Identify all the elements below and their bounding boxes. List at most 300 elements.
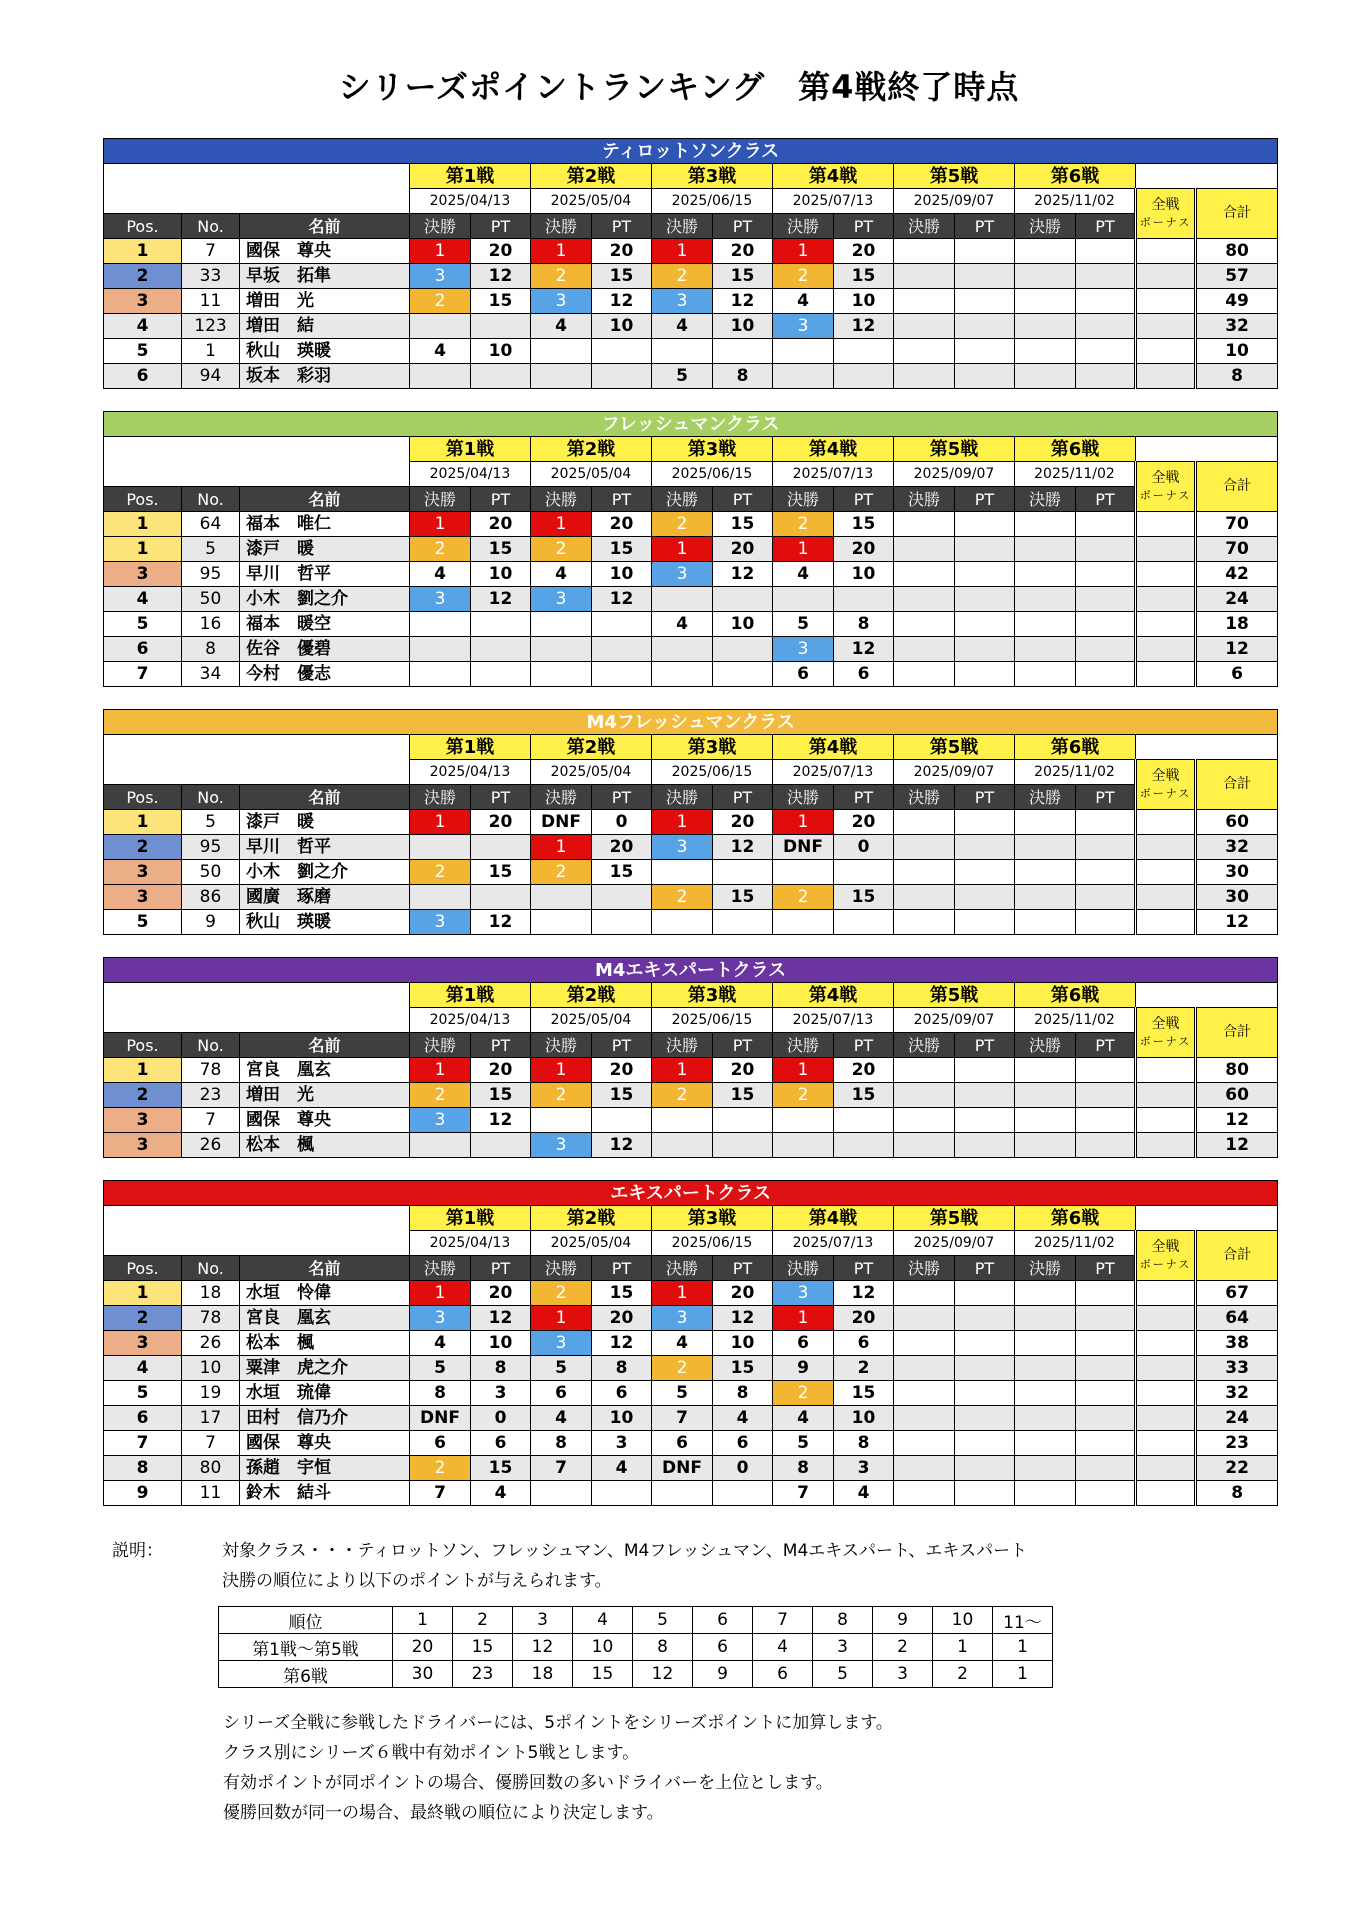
points-cell <box>1076 910 1136 935</box>
name-header: 名前 <box>240 214 410 239</box>
position-cell: 3 <box>104 1133 182 1158</box>
bonus-cell <box>1136 1058 1196 1083</box>
header-blank <box>1136 164 1278 189</box>
final-position-cell: DNF <box>652 1456 713 1481</box>
header-blank <box>104 735 410 785</box>
round-date: 2025/09/07 <box>894 462 1015 487</box>
final-position-cell <box>1015 587 1076 612</box>
points-cell <box>1076 1381 1136 1406</box>
bonus-cell <box>1136 885 1196 910</box>
final-position-cell <box>531 339 592 364</box>
points-cell: 20 <box>592 512 652 537</box>
car-number-cell: 11 <box>182 289 240 314</box>
driver-name-cell: 福本 唯仁 <box>240 512 410 537</box>
points-cell: 15 <box>713 264 773 289</box>
points-cell: 20 <box>834 810 894 835</box>
points-cell: 15 <box>471 1083 531 1108</box>
points-cell: 20 <box>713 1281 773 1306</box>
final-position-cell <box>1015 810 1076 835</box>
driver-name-cell: 増田 光 <box>240 289 410 314</box>
points-cell: 15 <box>834 512 894 537</box>
car-number-cell: 33 <box>182 264 240 289</box>
final-position-cell: 4 <box>531 314 592 339</box>
points-value: 12 <box>633 1661 693 1688</box>
points-cell <box>955 1108 1015 1133</box>
round-label: 第6戦 <box>1015 735 1136 760</box>
final-position-cell: 3 <box>652 289 713 314</box>
final-header: 決勝 <box>894 785 955 810</box>
final-position-cell: 1 <box>652 810 713 835</box>
round-date: 2025/11/02 <box>1015 760 1136 785</box>
points-cell: 10 <box>713 1331 773 1356</box>
pt-header: PT <box>713 785 773 810</box>
points-cell: 10 <box>834 562 894 587</box>
points-cell <box>834 1108 894 1133</box>
points-cell <box>592 885 652 910</box>
round-date: 2025/06/15 <box>652 1008 773 1033</box>
points-cell <box>471 637 531 662</box>
position-cell: 7 <box>104 1431 182 1456</box>
final-header: 決勝 <box>773 1256 834 1281</box>
final-position-cell: 1 <box>531 1306 592 1331</box>
points-cell: 12 <box>471 1108 531 1133</box>
final-position-cell <box>410 885 471 910</box>
points-cell: 6 <box>471 1431 531 1456</box>
position-cell: 2 <box>104 1083 182 1108</box>
no-header: No. <box>182 785 240 810</box>
car-number-cell: 5 <box>182 537 240 562</box>
points-cell <box>1076 810 1136 835</box>
final-position-cell <box>1015 885 1076 910</box>
final-position-cell: DNF <box>531 810 592 835</box>
final-position-cell <box>894 1431 955 1456</box>
pos-header: Pos. <box>104 785 182 810</box>
points-cell: 12 <box>592 1133 652 1158</box>
points-cell: 3 <box>471 1381 531 1406</box>
final-header: 決勝 <box>894 1256 955 1281</box>
points-cell: 4 <box>834 1481 894 1506</box>
round-label: 第4戦 <box>773 164 894 189</box>
table-row <box>104 512 1278 537</box>
table-row <box>104 1108 1278 1133</box>
points-cell <box>592 1481 652 1506</box>
driver-name-cell: 早坂 拓隼 <box>240 264 410 289</box>
final-position-cell: 3 <box>531 1133 592 1158</box>
header-blank <box>1136 437 1278 462</box>
points-cell <box>1076 1058 1136 1083</box>
total-cell: 12 <box>1196 910 1278 935</box>
car-number-cell: 78 <box>182 1058 240 1083</box>
table-row <box>104 1456 1278 1481</box>
pt-header: PT <box>713 487 773 512</box>
final-position-cell: 3 <box>773 637 834 662</box>
header-blank <box>104 437 410 487</box>
round-date: 2025/11/02 <box>1015 1231 1136 1256</box>
points-cell: 3 <box>592 1431 652 1456</box>
points-cell: 20 <box>592 1058 652 1083</box>
points-cell: 6 <box>834 1331 894 1356</box>
bonus-header-bottom: ボーナス <box>1139 786 1192 800</box>
points-cell <box>955 1058 1015 1083</box>
position-cell: 1 <box>104 512 182 537</box>
final-position-cell <box>894 587 955 612</box>
total-cell: 30 <box>1196 885 1278 910</box>
driver-name-cell: 水垣 琉偉 <box>240 1381 410 1406</box>
points-cell <box>1076 314 1136 339</box>
final-position-cell: 3 <box>531 1331 592 1356</box>
class-standings-table <box>103 138 1278 389</box>
round-date: 2025/07/13 <box>773 1008 894 1033</box>
total-header: 合計 <box>1196 462 1278 512</box>
points-value: 18 <box>513 1661 573 1688</box>
total-header: 合計 <box>1196 1231 1278 1281</box>
points-cell: 10 <box>471 339 531 364</box>
final-header: 決勝 <box>1015 487 1076 512</box>
round-label: 第6戦 <box>1015 437 1136 462</box>
round-date: 2025/06/15 <box>652 760 773 785</box>
round-date: 2025/07/13 <box>773 1231 894 1256</box>
points-cell <box>955 587 1015 612</box>
points-value: 8 <box>633 1634 693 1661</box>
points-cell: 20 <box>592 835 652 860</box>
car-number-cell: 64 <box>182 512 240 537</box>
points-cell <box>471 835 531 860</box>
header-blank <box>104 1206 410 1256</box>
points-cell <box>955 1281 1015 1306</box>
final-position-cell: 2 <box>531 1281 592 1306</box>
position-cell: 1 <box>104 537 182 562</box>
car-number-cell: 11 <box>182 1481 240 1506</box>
name-header: 名前 <box>240 487 410 512</box>
points-value: 5 <box>633 1607 693 1634</box>
final-position-cell <box>410 1133 471 1158</box>
points-cell <box>471 662 531 687</box>
bonus-header-top: 全戦 <box>1151 469 1180 486</box>
total-cell: 67 <box>1196 1281 1278 1306</box>
bonus-header-bottom: ボーナス <box>1139 1034 1192 1048</box>
final-position-cell: 2 <box>531 860 592 885</box>
bonus-header <box>1136 760 1196 810</box>
final-header: 決勝 <box>531 1033 592 1058</box>
final-position-cell <box>1015 537 1076 562</box>
round-date: 2025/06/15 <box>652 1231 773 1256</box>
driver-name-cell: 宮良 凰玄 <box>240 1306 410 1331</box>
final-position-cell: 1 <box>410 1281 471 1306</box>
round-date: 2025/04/13 <box>410 462 531 487</box>
points-cell <box>1076 1431 1136 1456</box>
final-position-cell: 2 <box>531 1083 592 1108</box>
total-header: 合計 <box>1196 1008 1278 1058</box>
points-cell <box>713 910 773 935</box>
table-row <box>104 1331 1278 1356</box>
final-position-cell: 2 <box>410 1083 471 1108</box>
final-header: 決勝 <box>652 487 713 512</box>
final-position-cell: 2 <box>652 1083 713 1108</box>
final-position-cell <box>1015 562 1076 587</box>
points-cell <box>955 662 1015 687</box>
final-position-cell: 6 <box>531 1381 592 1406</box>
final-position-cell: 5 <box>773 612 834 637</box>
pt-header: PT <box>955 1033 1015 1058</box>
points-cell: 10 <box>834 1406 894 1431</box>
bonus-cell <box>1136 835 1196 860</box>
final-position-cell: 2 <box>652 264 713 289</box>
car-number-cell: 9 <box>182 910 240 935</box>
bonus-cell <box>1136 1456 1196 1481</box>
points-cell: 15 <box>713 885 773 910</box>
final-position-cell: 8 <box>531 1431 592 1456</box>
final-header: 決勝 <box>1015 785 1076 810</box>
total-cell: 80 <box>1196 1058 1278 1083</box>
position-cell: 9 <box>104 1481 182 1506</box>
points-cell: 15 <box>471 289 531 314</box>
car-number-cell: 95 <box>182 562 240 587</box>
driver-name-cell: 田村 信乃介 <box>240 1406 410 1431</box>
final-position-cell <box>773 860 834 885</box>
points-cell <box>713 662 773 687</box>
header-blank <box>1136 1206 1278 1231</box>
points-cell <box>955 364 1015 389</box>
points-cell: 15 <box>713 512 773 537</box>
bonus-cell <box>1136 1381 1196 1406</box>
table-row <box>104 1083 1278 1108</box>
final-position-cell <box>410 835 471 860</box>
round-date: 2025/09/07 <box>894 1008 1015 1033</box>
table-row <box>104 1281 1278 1306</box>
pt-header: PT <box>471 487 531 512</box>
points-cell <box>1076 1406 1136 1431</box>
bonus-cell <box>1136 1306 1196 1331</box>
final-position-cell <box>1015 239 1076 264</box>
final-position-cell <box>410 612 471 637</box>
points-cell: 12 <box>713 562 773 587</box>
driver-name-cell: 宮良 凰玄 <box>240 1058 410 1083</box>
final-header: 決勝 <box>410 214 471 239</box>
final-position-cell: 4 <box>410 339 471 364</box>
final-position-cell: 5 <box>773 1431 834 1456</box>
points-cell <box>955 637 1015 662</box>
final-position-cell: 1 <box>410 512 471 537</box>
final-header: 決勝 <box>773 1033 834 1058</box>
position-cell: 1 <box>104 1281 182 1306</box>
points-cell <box>1076 1456 1136 1481</box>
car-number-cell: 8 <box>182 637 240 662</box>
total-cell: 70 <box>1196 512 1278 537</box>
points-cell: 15 <box>834 1083 894 1108</box>
car-number-cell: 86 <box>182 885 240 910</box>
round-label: 第6戦 <box>1015 164 1136 189</box>
final-position-cell: 1 <box>773 1058 834 1083</box>
car-number-cell: 78 <box>182 1306 240 1331</box>
final-position-cell: 2 <box>410 860 471 885</box>
header-blank <box>104 983 410 1033</box>
table-row <box>104 1406 1278 1431</box>
final-header: 決勝 <box>652 1256 713 1281</box>
points-cell <box>1076 512 1136 537</box>
round-date: 2025/04/13 <box>410 1008 531 1033</box>
final-position-cell <box>1015 860 1076 885</box>
round-date: 2025/05/04 <box>531 1231 652 1256</box>
final-header: 決勝 <box>531 785 592 810</box>
points-cell: 12 <box>834 314 894 339</box>
final-header: 決勝 <box>410 1256 471 1281</box>
final-position-cell: 6 <box>773 662 834 687</box>
bonus-header-top: 全戦 <box>1151 1015 1180 1032</box>
class-title: ティロットソンクラス <box>104 139 1278 164</box>
table-row <box>104 1306 1278 1331</box>
car-number-cell: 7 <box>182 1431 240 1456</box>
round-label: 第1戦 <box>410 983 531 1008</box>
points-cell: 4 <box>592 1456 652 1481</box>
points-cell <box>592 662 652 687</box>
points-value: 8 <box>813 1607 873 1634</box>
final-position-cell: 8 <box>410 1381 471 1406</box>
round-date: 2025/11/02 <box>1015 189 1136 214</box>
class-title: M4エキスパートクラス <box>104 958 1278 983</box>
total-cell: 10 <box>1196 339 1278 364</box>
pt-header: PT <box>1076 487 1136 512</box>
points-cell: 20 <box>471 512 531 537</box>
points-cell <box>955 537 1015 562</box>
round-date: 2025/11/02 <box>1015 1008 1136 1033</box>
final-position-cell: 1 <box>531 835 592 860</box>
final-position-cell <box>1015 314 1076 339</box>
final-position-cell <box>894 314 955 339</box>
points-cell: 8 <box>713 364 773 389</box>
final-position-cell <box>894 264 955 289</box>
points-cell: 15 <box>592 860 652 885</box>
points-cell <box>1076 1356 1136 1381</box>
points-value: 15 <box>573 1661 633 1688</box>
points-cell <box>713 1133 773 1158</box>
points-cell: 10 <box>471 1331 531 1356</box>
car-number-cell: 50 <box>182 860 240 885</box>
round-label: 第2戦 <box>531 164 652 189</box>
points-cell <box>955 314 1015 339</box>
car-number-cell: 16 <box>182 612 240 637</box>
position-cell: 3 <box>104 885 182 910</box>
final-position-cell <box>410 314 471 339</box>
table-row <box>104 860 1278 885</box>
points-cell: 6 <box>834 662 894 687</box>
driver-name-cell: 國保 尊央 <box>240 239 410 264</box>
final-position-cell <box>1015 289 1076 314</box>
bonus-cell <box>1136 364 1196 389</box>
points-cell: 10 <box>713 314 773 339</box>
header-blank <box>104 164 410 214</box>
final-header: 決勝 <box>773 214 834 239</box>
final-position-cell <box>773 364 834 389</box>
round-label: 第1戦 <box>410 437 531 462</box>
round-date: 2025/05/04 <box>531 189 652 214</box>
table-row <box>104 1133 1278 1158</box>
final-position-cell <box>894 835 955 860</box>
bonus-cell <box>1136 562 1196 587</box>
final-position-cell: 2 <box>773 512 834 537</box>
points-cell <box>834 364 894 389</box>
round-label: 第3戦 <box>652 164 773 189</box>
points-value: 6 <box>753 1661 813 1688</box>
table-row <box>104 264 1278 289</box>
points-cell <box>955 239 1015 264</box>
points-cell: 2 <box>834 1356 894 1381</box>
final-position-cell: 2 <box>410 537 471 562</box>
table-row <box>104 1356 1278 1381</box>
final-position-cell: 2 <box>773 264 834 289</box>
bonus-cell <box>1136 1108 1196 1133</box>
points-cell <box>955 1331 1015 1356</box>
points-cell <box>1076 1481 1136 1506</box>
points-value: 3 <box>813 1634 873 1661</box>
points-value: 15 <box>453 1634 513 1661</box>
round-label: 第2戦 <box>531 983 652 1008</box>
note-line: クラス別にシリーズ６戦中有効ポイント5戦とします。 <box>223 1743 640 1763</box>
points-cell <box>955 612 1015 637</box>
points-cell <box>592 910 652 935</box>
round-label: 第4戦 <box>773 983 894 1008</box>
points-cell <box>713 339 773 364</box>
final-header: 決勝 <box>531 1256 592 1281</box>
final-position-cell <box>531 1108 592 1133</box>
points-value: 20 <box>393 1634 453 1661</box>
bonus-cell <box>1136 264 1196 289</box>
final-position-cell: 2 <box>410 289 471 314</box>
bonus-cell <box>1136 910 1196 935</box>
points-cell: 10 <box>834 289 894 314</box>
points-cell <box>834 1133 894 1158</box>
points-cell: 12 <box>592 587 652 612</box>
driver-name-cell: 孫趙 宇恒 <box>240 1456 410 1481</box>
pt-header: PT <box>592 1033 652 1058</box>
pt-header: PT <box>1076 1033 1136 1058</box>
final-position-cell: 1 <box>652 239 713 264</box>
final-position-cell <box>1015 1406 1076 1431</box>
pt-header: PT <box>834 1256 894 1281</box>
points-cell <box>592 612 652 637</box>
pt-header: PT <box>834 487 894 512</box>
class-standings-table <box>103 709 1278 935</box>
points-cell <box>713 1108 773 1133</box>
points-cell <box>1076 1306 1136 1331</box>
points-cell <box>1076 1083 1136 1108</box>
final-position-cell: 4 <box>652 612 713 637</box>
bonus-header-top: 全戦 <box>1151 1238 1180 1255</box>
total-cell: 23 <box>1196 1431 1278 1456</box>
points-cell: 15 <box>471 860 531 885</box>
final-position-cell <box>652 339 713 364</box>
points-value: 6 <box>693 1634 753 1661</box>
final-position-cell <box>894 537 955 562</box>
final-position-cell: 3 <box>652 835 713 860</box>
driver-name-cell: 秋山 瑛暖 <box>240 339 410 364</box>
total-cell: 8 <box>1196 1481 1278 1506</box>
driver-name-cell: 早川 哲平 <box>240 835 410 860</box>
note-line: 有効ポイントが同ポイントの場合、優勝回数の多いドライバーを上位とします。 <box>223 1773 833 1793</box>
final-position-cell: 3 <box>410 1108 471 1133</box>
round-label: 第5戦 <box>894 1206 1015 1231</box>
total-cell: 70 <box>1196 537 1278 562</box>
final-position-cell <box>410 364 471 389</box>
points-cell <box>1076 637 1136 662</box>
final-position-cell <box>1015 835 1076 860</box>
car-number-cell: 123 <box>182 314 240 339</box>
round-label: 第5戦 <box>894 164 1015 189</box>
points-value: 3 <box>873 1661 933 1688</box>
points-cell: 15 <box>592 537 652 562</box>
bonus-header-bottom: ボーナス <box>1139 215 1192 229</box>
points-cell: 20 <box>834 537 894 562</box>
table-row <box>104 289 1278 314</box>
